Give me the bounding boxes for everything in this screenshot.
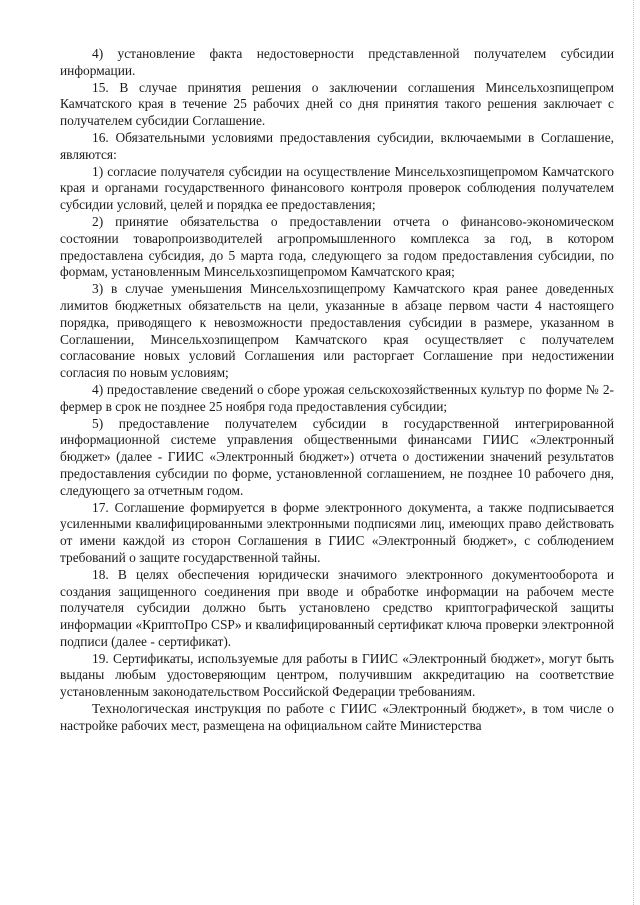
paragraph-item-4-fact: 4) установление факта недостоверности представленной получателем субсидии информации. <box>60 46 614 78</box>
page-edge-divider <box>633 0 634 905</box>
document-body <box>60 46 614 735</box>
paragraph-instruction: Технологическая инструкция по работе с ГИИС «Электронный бюджет», в том числе о настройке рабочих мест, размещена на официальном сайте Министерства <box>60 701 614 733</box>
paragraph-16: 16. Обязательными условиями предоставления субсидии, включаемыми в Соглашение, являются: <box>60 129 614 162</box>
paragraph-16-item-4: 4) предоставление сведений о сборе урожая сельскохозяйственных культур по форме № 2-фермер в срок не позднее 25 ноября года предоставления субсидии; <box>60 381 614 414</box>
paragraph-15: 15. В случае принятия решения о заключении соглашения Минсельхозпищепром Камчатского края в течение 25 рабочих дней со дня принятия такого решения заключает с получателем субсидии Соглашение. <box>60 79 614 129</box>
paragraph-16-item-3: 3) в случае уменьшения Минсельхозпищепрому Камчатского края ранее доведенных лимитов бюджетных обязательств на цели, указанные в абзаце первом части 4 настоящего порядка, приводящего к невозможности предоставления субсидии в размере, указанном в Соглашении, Минсельхозпищепром Камчатского края осуществляет с получателем согласование новых условий Соглашения или расторгает Соглашение при недостижении согласия по новым условиям; <box>60 281 614 381</box>
paragraph-16-item-5: 5) предоставление получателем субсидии в государственной интегрированной информационной системе управления общественными финансами ГИИС «Электронный бюджет» (далее - ГИИС «Электронный бюджет») отчета о достижении значений результатов предоставления субсидии по форме, установленной соглашением, не позднее 10 рабочего дня, следующего за отчетным годом. <box>60 415 614 498</box>
paragraph-19: 19. Сертификаты, используемые для работы в ГИИС «Электронный бюджет», могут быть выданы любым удостоверяющим центром, получившим аккредитацию на соответствие установленным законодательством Российской Федерации требованиям. <box>60 650 614 700</box>
paragraph-16-item-2: 2) принятие обязательства о предоставлении отчета о финансово-экономическом состоянии товаропроизводителей агропромышленного комплекса за год, в котором предоставлена субсидия, до 5 марта года, следующего за годом предоставления субсидии, по формам, установленным Минсельхозпищепромом Камчатского края; <box>60 213 614 280</box>
paragraph-17: 17. Соглашение формируется в форме электронного документа, а также подписывается усиленными квалифицированными электронными подписями лиц, имеющих право действовать от имени каждой из сторон Соглашения в ГИИС «Электронный бюджет», с соблюдением требований о защите государственной тайны. <box>60 499 614 565</box>
paragraph-18: 18. В целях обеспечения юридически значимого электронного документооборота и создания защищенного соединения при вводе и обработке информации на рабочем месте получателя субсидии должно быть установлено средство криптографической защиты информации «КриптоПро CSP» и квалифицированный сертификат ключа проверки электронной подписи (далее - сертификат). <box>60 566 614 649</box>
paragraph-16-item-1: 1) согласие получателя субсидии на осуществление Минсельхозпищепромом Камчатского края и органами государственного финансового контроля проверок соблюдения получателем субсидии условий, целей и порядка ее предоставления; <box>60 163 614 213</box>
